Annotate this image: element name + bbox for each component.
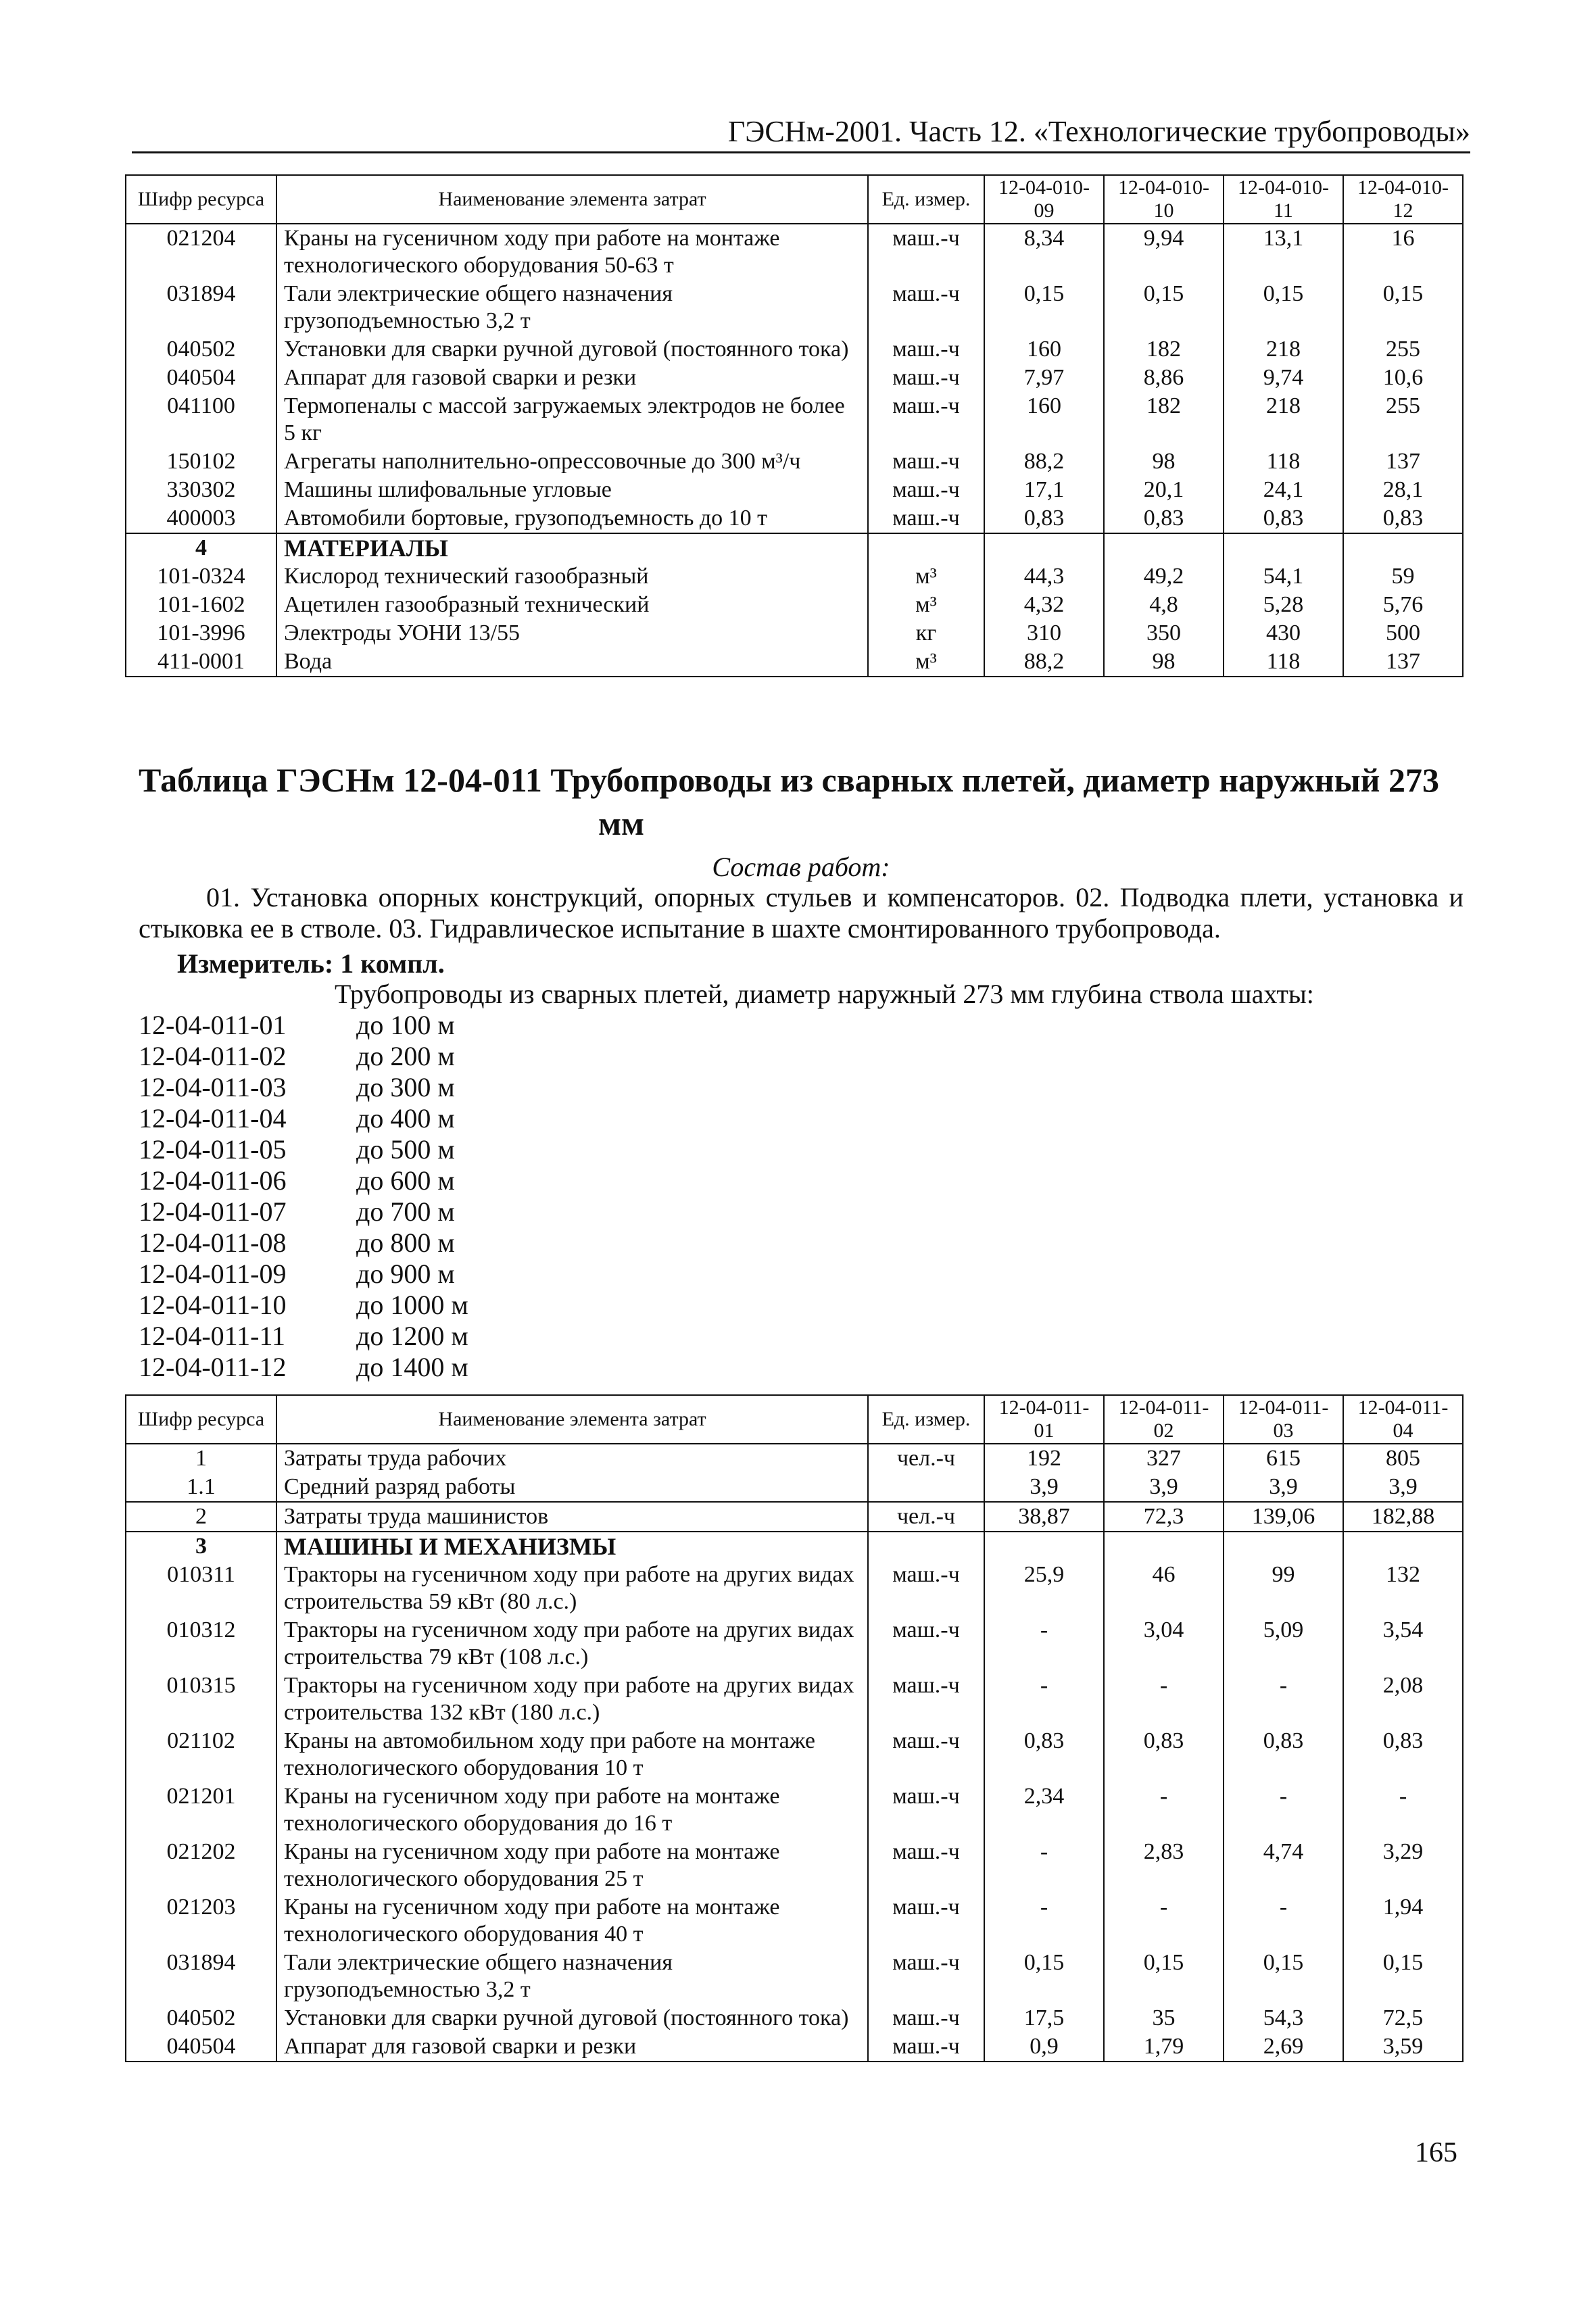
- cost-element-name: Тракторы на гусеничном ходу при работе на других видах строительства 132 кВт (180 л.с.): [276, 1672, 868, 1727]
- variant-item: [139, 1259, 468, 1290]
- norm-value: 500: [1343, 619, 1463, 648]
- norm-value: -: [1104, 1893, 1224, 1949]
- resource-code: 400003: [126, 504, 276, 533]
- unit-of-measure: чел.-ч: [868, 1444, 984, 1473]
- norm-value: 0,83: [1343, 1727, 1463, 1782]
- norm-value: 218: [1224, 335, 1343, 364]
- norm-value: [1224, 533, 1343, 562]
- table-row: [126, 476, 1463, 504]
- variant-description: до 400 м: [356, 1103, 455, 1134]
- norm-value: 3,9: [984, 1473, 1104, 1502]
- running-header: ГЭСНм-2001. Часть 12. «Технологические трубопроводы»: [727, 115, 1470, 148]
- cost-element-name: Краны на гусеничном ходу при работе на монтаже технологического оборудования 40 т: [276, 1893, 868, 1949]
- variants-list: [139, 1010, 468, 1383]
- norm-value: 13,1: [1224, 224, 1343, 280]
- table-row: [126, 1561, 1463, 1616]
- unit-of-measure: кг: [868, 619, 984, 648]
- table-row: [126, 1616, 1463, 1672]
- cost-element-name: Затраты труда рабочих: [276, 1444, 868, 1473]
- variant-description: до 1400 м: [356, 1352, 468, 1382]
- variant-code: 12-04-011-04: [139, 1103, 287, 1134]
- unit-of-measure: маш.-ч: [868, 364, 984, 392]
- resource-code: 101-3996: [126, 619, 276, 648]
- norm-value: 3,9: [1343, 1473, 1463, 1502]
- variant-description: до 500 м: [356, 1134, 455, 1165]
- table-row: [126, 1893, 1463, 1949]
- table-row: [126, 1672, 1463, 1727]
- header-name: Наименование элемента затрат: [276, 1395, 868, 1444]
- norm-value: 3,59: [1343, 2032, 1463, 2062]
- cost-element-name: Электроды УОНИ 13/55: [276, 619, 868, 648]
- norm-value: 3,04: [1104, 1616, 1224, 1672]
- resource-code: 3: [126, 1532, 276, 1561]
- table-row: [126, 280, 1463, 335]
- norm-value: 0,83: [984, 1727, 1104, 1782]
- variant-item: [139, 1352, 468, 1383]
- norm-value: 98: [1104, 447, 1224, 476]
- norm-value: 160: [984, 392, 1104, 447]
- norm-value: -: [1224, 1893, 1343, 1949]
- unit-of-measure: маш.-ч: [868, 392, 984, 447]
- table-row: [126, 224, 1463, 280]
- cost-element-name: Тракторы на гусеничном ходу при работе на других видах строительства 59 кВт (80 л.с.): [276, 1561, 868, 1616]
- table-row: [126, 533, 1463, 562]
- norm-value: 327: [1104, 1444, 1224, 1473]
- table-row: [126, 447, 1463, 476]
- table-row: [126, 562, 1463, 591]
- table-row: [126, 504, 1463, 533]
- cost-element-name: Тракторы на гусеничном ходу при работе на других видах строительства 79 кВт (108 л.с.): [276, 1616, 868, 1672]
- header-col-1: 12-04-010-09: [984, 175, 1104, 224]
- norm-value: 5,09: [1224, 1616, 1343, 1672]
- header-col-3: 12-04-010-11: [1224, 175, 1343, 224]
- header-rule: [132, 151, 1470, 153]
- resource-code: 040504: [126, 2032, 276, 2062]
- norm-value: 8,86: [1104, 364, 1224, 392]
- cost-element-name: Кислород технический газообразный: [276, 562, 868, 591]
- resource-code: 010312: [126, 1616, 276, 1672]
- norm-value: 25,9: [984, 1561, 1104, 1616]
- resource-code: 021202: [126, 1838, 276, 1893]
- unit-of-measure: [868, 1532, 984, 1561]
- variant-item: [139, 1134, 468, 1165]
- unit-of-measure: маш.-ч: [868, 1561, 984, 1616]
- variant-item: [139, 1196, 468, 1227]
- norm-value: 3,29: [1343, 1838, 1463, 1893]
- norm-value: 139,06: [1224, 1502, 1343, 1532]
- norm-value: 182: [1104, 392, 1224, 447]
- norm-value: 72,5: [1343, 2004, 1463, 2032]
- norm-value: 0,15: [984, 1949, 1104, 2004]
- table-header-row: [126, 175, 1463, 224]
- table-row: [126, 1473, 1463, 1502]
- norm-value: 255: [1343, 392, 1463, 447]
- norm-value: [1343, 1532, 1463, 1561]
- norm-value: 49,2: [1104, 562, 1224, 591]
- resource-code: 040502: [126, 335, 276, 364]
- norm-value: -: [984, 1672, 1104, 1727]
- table-row: [126, 648, 1463, 677]
- table-title: [139, 758, 1464, 845]
- norm-value: 0,15: [984, 280, 1104, 335]
- variant-description: до 200 м: [356, 1041, 455, 1071]
- norm-value: 132: [1343, 1561, 1463, 1616]
- norm-value: 218: [1224, 392, 1343, 447]
- table-title-line2: мм: [598, 804, 645, 842]
- header-unit: Ед. измер.: [868, 1395, 984, 1444]
- norm-value: 0,15: [1104, 280, 1224, 335]
- variant-code: 12-04-011-06: [139, 1165, 287, 1196]
- variant-description: до 800 м: [356, 1227, 455, 1258]
- unit-of-measure: маш.-ч: [868, 280, 984, 335]
- norm-value: [984, 1532, 1104, 1561]
- norm-value: 99: [1224, 1561, 1343, 1616]
- unit-of-measure: [868, 533, 984, 562]
- table-row: [126, 619, 1463, 648]
- norm-value: 182: [1104, 335, 1224, 364]
- norm-value: [1343, 533, 1463, 562]
- unit-of-measure: маш.-ч: [868, 2004, 984, 2032]
- norm-value: 38,87: [984, 1502, 1104, 1532]
- norm-value: 1,79: [1104, 2032, 1224, 2062]
- cost-element-name: МАТЕРИАЛЫ: [276, 533, 868, 562]
- norm-value: 3,54: [1343, 1616, 1463, 1672]
- cost-element-name: Аппарат для газовой сварки и резки: [276, 364, 868, 392]
- norm-value: 160: [984, 335, 1104, 364]
- norm-value: 72,3: [1104, 1502, 1224, 1532]
- norm-value: [1104, 1532, 1224, 1561]
- norm-value: 182,88: [1343, 1502, 1463, 1532]
- norm-value: 2,08: [1343, 1672, 1463, 1727]
- norm-value: 0,83: [1104, 1727, 1224, 1782]
- cost-element-name: Агрегаты наполнительно-опрессовочные до 300 м³/ч: [276, 447, 868, 476]
- norm-value: 0,15: [1343, 280, 1463, 335]
- cost-element-name: Затраты труда машинистов: [276, 1502, 868, 1532]
- variant-item: [139, 1227, 468, 1259]
- cost-element-name: Вода: [276, 648, 868, 677]
- cost-element-name: Средний разряд работы: [276, 1473, 868, 1502]
- norm-value: 16: [1343, 224, 1463, 280]
- norm-value: 137: [1343, 447, 1463, 476]
- cost-element-name: Краны на автомобильном ходу при работе на монтаже технологического оборудования 10 т: [276, 1727, 868, 1782]
- unit-of-measure: маш.-ч: [868, 1893, 984, 1949]
- norm-value: 4,74: [1224, 1838, 1343, 1893]
- variant-code: 12-04-011-01: [139, 1010, 287, 1040]
- meter-unit: Измеритель: 1 компл.: [177, 948, 445, 979]
- norm-value: 4,32: [984, 591, 1104, 619]
- table-row: [126, 392, 1463, 447]
- unit-of-measure: маш.-ч: [868, 1838, 984, 1893]
- header-col-3: 12-04-011-03: [1224, 1395, 1343, 1444]
- table-row: [126, 335, 1463, 364]
- cost-element-name: МАШИНЫ И МЕХАНИЗМЫ: [276, 1532, 868, 1561]
- header-col-2: 12-04-010-10: [1104, 175, 1224, 224]
- norm-value: 9,74: [1224, 364, 1343, 392]
- norm-value: -: [1224, 1782, 1343, 1838]
- resource-code: 041100: [126, 392, 276, 447]
- variant-item: [139, 1103, 468, 1134]
- variant-description: до 1200 м: [356, 1321, 468, 1351]
- variant-item: [139, 1321, 468, 1352]
- norm-value: 88,2: [984, 648, 1104, 677]
- cost-element-name: Аппарат для газовой сварки и резки: [276, 2032, 868, 2062]
- cost-element-name: Установки для сварки ручной дуговой (постоянного тока): [276, 335, 868, 364]
- resource-code: 4: [126, 533, 276, 562]
- table-row: [126, 1782, 1463, 1838]
- norm-value: 28,1: [1343, 476, 1463, 504]
- header-col-4: 12-04-010-12: [1343, 175, 1463, 224]
- norm-value: 35: [1104, 2004, 1224, 2032]
- resource-code: 1: [126, 1444, 276, 1473]
- norm-value: 0,83: [1224, 1727, 1343, 1782]
- norm-value: 0,15: [1224, 280, 1343, 335]
- norm-value: 17,5: [984, 2004, 1104, 2032]
- norm-value: 0,83: [1104, 504, 1224, 533]
- norm-value: 805: [1343, 1444, 1463, 1473]
- norm-value: 0,15: [1104, 1949, 1224, 2004]
- unit-of-measure: маш.-ч: [868, 1727, 984, 1782]
- variant-code: 12-04-011-05: [139, 1134, 287, 1165]
- norm-value: 0,15: [1343, 1949, 1463, 2004]
- table-row: [126, 1502, 1463, 1532]
- variant-description: до 100 м: [356, 1010, 455, 1040]
- norm-value: 3,9: [1104, 1473, 1224, 1502]
- resource-code: 021201: [126, 1782, 276, 1838]
- norm-value: 3,9: [1224, 1473, 1343, 1502]
- unit-of-measure: м³: [868, 562, 984, 591]
- variant-item: [139, 1072, 468, 1103]
- norm-value: 118: [1224, 447, 1343, 476]
- resource-code: 021203: [126, 1893, 276, 1949]
- norm-value: -: [984, 1616, 1104, 1672]
- norm-value: 9,94: [1104, 224, 1224, 280]
- norm-value: 2,69: [1224, 2032, 1343, 2062]
- cost-element-name: Краны на гусеничном ходу при работе на монтаже технологического оборудования до 16 т: [276, 1782, 868, 1838]
- cost-element-name: Краны на гусеничном ходу при работе на монтаже технологического оборудования 50-63 т: [276, 224, 868, 280]
- resource-code: 021102: [126, 1727, 276, 1782]
- norm-value: 430: [1224, 619, 1343, 648]
- resource-code: 330302: [126, 476, 276, 504]
- norm-value: -: [1104, 1782, 1224, 1838]
- norm-value: 44,3: [984, 562, 1104, 591]
- norm-value: -: [1343, 1782, 1463, 1838]
- norm-value: 0,83: [1343, 504, 1463, 533]
- norm-value: 17,1: [984, 476, 1104, 504]
- variants-intro: Трубопроводы из сварных плетей, диаметр наружный 273 мм глубина ствола шахты:: [335, 979, 1314, 1009]
- norm-value: 118: [1224, 648, 1343, 677]
- resource-code: 411-0001: [126, 648, 276, 677]
- cost-element-name: Установки для сварки ручной дуговой (постоянного тока): [276, 2004, 868, 2032]
- header-name: Наименование элемента затрат: [276, 175, 868, 224]
- resource-code: 031894: [126, 280, 276, 335]
- norm-value: 8,34: [984, 224, 1104, 280]
- variant-code: 12-04-011-11: [139, 1321, 285, 1351]
- header-unit: Ед. измер.: [868, 175, 984, 224]
- header-code: Шифр ресурса: [126, 175, 276, 224]
- header-col-1: 12-04-011-01: [984, 1395, 1104, 1444]
- table-row: [126, 1949, 1463, 2004]
- cost-element-name: Машины шлифовальные угловые: [276, 476, 868, 504]
- norm-value: 54,3: [1224, 2004, 1343, 2032]
- resource-code: 1.1: [126, 1473, 276, 1502]
- unit-of-measure: м³: [868, 591, 984, 619]
- norm-value: 5,28: [1224, 591, 1343, 619]
- table-row: [126, 1838, 1463, 1893]
- unit-of-measure: маш.-ч: [868, 224, 984, 280]
- norm-value: 10,6: [1343, 364, 1463, 392]
- variant-code: 12-04-011-03: [139, 1072, 287, 1102]
- resource-code: 040502: [126, 2004, 276, 2032]
- norm-value: 54,1: [1224, 562, 1343, 591]
- page-number: 165: [1415, 2137, 1457, 2168]
- unit-of-measure: маш.-ч: [868, 1782, 984, 1838]
- variant-code: 12-04-011-12: [139, 1352, 287, 1382]
- norm-value: 255: [1343, 335, 1463, 364]
- norm-value: 5,76: [1343, 591, 1463, 619]
- cost-element-name: Ацетилен газообразный технический: [276, 591, 868, 619]
- table-row: [126, 1727, 1463, 1782]
- unit-of-measure: м³: [868, 648, 984, 677]
- norm-value: [1224, 1532, 1343, 1561]
- variant-code: 12-04-011-10: [139, 1290, 287, 1320]
- resource-table-010: [125, 174, 1464, 677]
- norm-value: 59: [1343, 562, 1463, 591]
- cost-element-name: Тали электрические общего назначения грузоподъемностью 3,2 т: [276, 280, 868, 335]
- variant-item: [139, 1010, 468, 1041]
- unit-of-measure: маш.-ч: [868, 1616, 984, 1672]
- variant-description: до 900 м: [356, 1259, 455, 1289]
- norm-value: 350: [1104, 619, 1224, 648]
- header-col-4: 12-04-011-04: [1343, 1395, 1463, 1444]
- norm-value: -: [984, 1893, 1104, 1949]
- norm-value: 7,97: [984, 364, 1104, 392]
- norm-value: 0,83: [984, 504, 1104, 533]
- resource-code: 2: [126, 1502, 276, 1532]
- norm-value: -: [984, 1838, 1104, 1893]
- norm-value: [1104, 533, 1224, 562]
- norm-value: 2,83: [1104, 1838, 1224, 1893]
- variant-item: [139, 1041, 468, 1072]
- table-row: [126, 2004, 1463, 2032]
- norm-value: -: [1224, 1672, 1343, 1727]
- table-row: [126, 1532, 1463, 1561]
- resource-code: 021204: [126, 224, 276, 280]
- unit-of-measure: маш.-ч: [868, 476, 984, 504]
- table-row: [126, 2032, 1463, 2062]
- resource-code: 101-1602: [126, 591, 276, 619]
- cost-element-name: Автомобили бортовые, грузоподъемность до 10 т: [276, 504, 868, 533]
- norm-value: 615: [1224, 1444, 1343, 1473]
- cost-element-name: Тали электрические общего назначения грузоподъемностью 3,2 т: [276, 1949, 868, 2004]
- table-row: [126, 591, 1463, 619]
- cost-element-name: Краны на гусеничном ходу при работе на монтаже технологического оборудования 25 т: [276, 1838, 868, 1893]
- table-row: [126, 364, 1463, 392]
- unit-of-measure: маш.-ч: [868, 447, 984, 476]
- table-title-line1: Таблица ГЭСНм 12-04-011 Трубопроводы из сварных плетей, диаметр наружный 273: [139, 761, 1439, 799]
- norm-value: 0,9: [984, 2032, 1104, 2062]
- resource-code: 150102: [126, 447, 276, 476]
- norm-value: 98: [1104, 648, 1224, 677]
- norm-value: 2,34: [984, 1782, 1104, 1838]
- resource-code: 010315: [126, 1672, 276, 1727]
- unit-of-measure: [868, 1473, 984, 1502]
- variant-description: до 300 м: [356, 1072, 455, 1102]
- norm-value: 192: [984, 1444, 1104, 1473]
- unit-of-measure: чел.-ч: [868, 1502, 984, 1532]
- norm-value: 20,1: [1104, 476, 1224, 504]
- variant-code: 12-04-011-07: [139, 1196, 287, 1227]
- norm-value: 137: [1343, 648, 1463, 677]
- variant-description: до 1000 м: [356, 1290, 468, 1320]
- norm-value: 46: [1104, 1561, 1224, 1616]
- norm-value: -: [1104, 1672, 1224, 1727]
- resource-table-011: [125, 1394, 1464, 2062]
- resource-code: 040504: [126, 364, 276, 392]
- table-row: [126, 1444, 1463, 1473]
- variant-description: до 600 м: [356, 1165, 455, 1196]
- norm-value: 0,15: [1224, 1949, 1343, 2004]
- resource-code: 031894: [126, 1949, 276, 2004]
- norm-value: 310: [984, 619, 1104, 648]
- norm-value: 1,94: [1343, 1893, 1463, 1949]
- variant-code: 12-04-011-02: [139, 1041, 287, 1071]
- resource-code: 010311: [126, 1561, 276, 1616]
- header-code: Шифр ресурса: [126, 1395, 276, 1444]
- cost-element-name: Термопеналы с массой загружаемых электродов не более 5 кг: [276, 392, 868, 447]
- norm-value: 0,83: [1224, 504, 1343, 533]
- unit-of-measure: маш.-ч: [868, 335, 984, 364]
- works-description: 01. Установка опорных конструкций, опорных стульев и компенсаторов. 02. Подводка плети, установка и стыковка ее в стволе. 03. Гидравлическое испытание в шахте смонтированного трубопровода.: [139, 882, 1464, 944]
- variant-code: 12-04-011-08: [139, 1227, 287, 1258]
- table-header-row: [126, 1395, 1463, 1444]
- norm-value: 88,2: [984, 447, 1104, 476]
- variant-description: до 700 м: [356, 1196, 455, 1227]
- unit-of-measure: маш.-ч: [868, 1672, 984, 1727]
- unit-of-measure: маш.-ч: [868, 2032, 984, 2062]
- resource-code: 101-0324: [126, 562, 276, 591]
- header-col-2: 12-04-011-02: [1104, 1395, 1224, 1444]
- unit-of-measure: маш.-ч: [868, 1949, 984, 2004]
- variant-item: [139, 1165, 468, 1196]
- norm-value: [984, 533, 1104, 562]
- norm-value: 24,1: [1224, 476, 1343, 504]
- unit-of-measure: маш.-ч: [868, 504, 984, 533]
- works-heading: Состав работ:: [712, 852, 890, 882]
- variant-code: 12-04-011-09: [139, 1259, 287, 1289]
- variant-item: [139, 1290, 468, 1321]
- norm-value: 4,8: [1104, 591, 1224, 619]
